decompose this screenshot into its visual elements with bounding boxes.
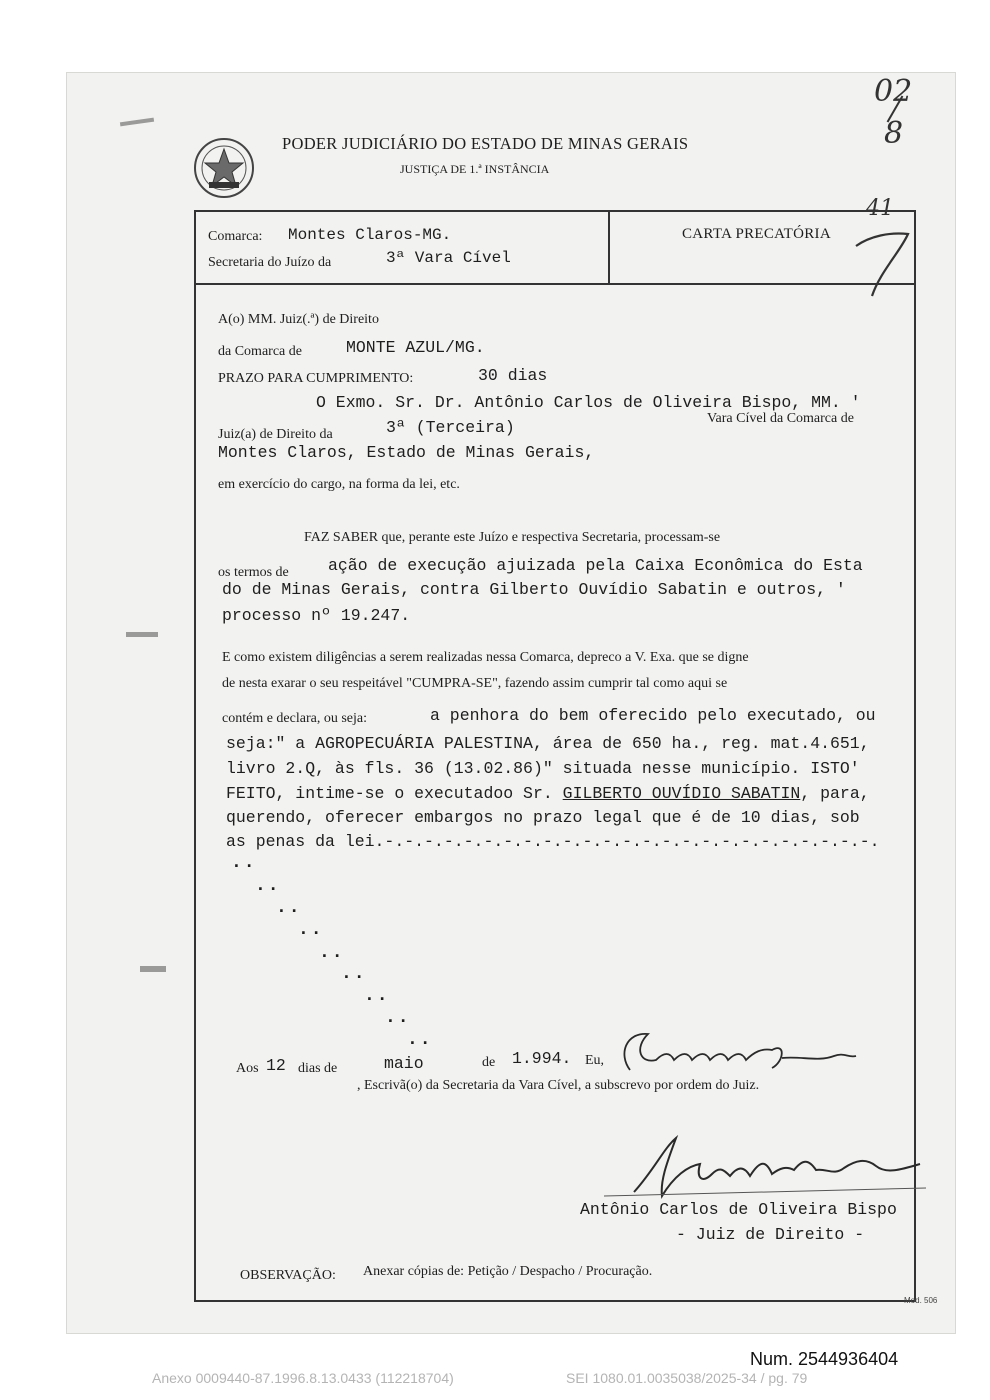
typed-line-4: seja:" a AGROPECUÁRIA PALESTINA, área de 650 ha., reg. mat.4.651, xyxy=(226,734,870,753)
page-number-bottom: 8 xyxy=(884,116,904,151)
closing-eu: Eu, xyxy=(585,1053,605,1068)
diligencias-line-1: E como existem diligências a serem realizadas nessa Comarca, depreco a V. Exa. que se digne xyxy=(222,650,749,665)
diligencias-line-3-value: a penhora do bem oferecido pelo executado, ou xyxy=(430,706,876,725)
faz-saber-line: FAZ SABER que, perante este Juízo e respectiva Secretaria, processam-se xyxy=(304,530,721,545)
addressee-line: A(o) MM. Juiz(.ª) de Direito xyxy=(218,312,379,327)
anexo-reference: Anexo 0009440-87.1996.8.13.0433 (112218704) xyxy=(152,1370,454,1386)
judge-signature xyxy=(604,1130,934,1210)
header-divider xyxy=(194,283,916,285)
typed-line-6-pre: FEITO, intime-se o executadoo Sr. xyxy=(226,784,553,803)
document-number: Num. 2544936404 xyxy=(750,1349,899,1369)
comarca-destino-value: MONTE AZUL/MG. xyxy=(346,338,485,357)
closing-de: de xyxy=(482,1055,496,1070)
comarca-label: Comarca: xyxy=(208,229,263,244)
document-type: CARTA PRECATÓRIA xyxy=(682,226,831,242)
dot-trail: .. xyxy=(319,943,345,963)
secretaria-label: Secretaria do Juízo da xyxy=(208,255,332,270)
typed-line-6-post: , para, xyxy=(800,784,870,803)
handwritten-page-number xyxy=(874,74,913,109)
staple-mark xyxy=(126,632,158,637)
page-number-top: 02 xyxy=(874,74,913,109)
closing-month: maio xyxy=(384,1054,424,1073)
closing-aos: Aos xyxy=(236,1061,259,1076)
judge-name: Antônio Carlos de Oliveira Bispo xyxy=(580,1200,897,1219)
prazo-label: PRAZO PARA CUMPRIMENTO: xyxy=(218,371,414,386)
comarca-destino-label: da Comarca de xyxy=(218,344,302,359)
juiz-value: 3ª (Terceira) xyxy=(386,418,515,437)
form-code: Mod. 506 xyxy=(904,1296,938,1305)
clerk-signature xyxy=(612,1022,862,1084)
diligencias-line-2: de nesta exarar o seu respeitável "CUMPRA-SE", fazendo assim cumprir tal como aqui se xyxy=(222,676,728,691)
dot-trail: .. xyxy=(298,920,324,940)
vara-label: Vara Cível da Comarca de xyxy=(707,411,854,426)
typed-line-5: livro 2.Q, às fls. 36 (13.02.86)" situada nesse município. ISTO' xyxy=(226,759,860,778)
juiz-label: Juiz(a) de Direito da xyxy=(218,427,333,442)
handwritten-number: 41 xyxy=(866,196,894,221)
sei-reference: SEI 1080.01.0035038/2025-34 / pg. 79 xyxy=(566,1370,808,1386)
dot-trail: .. xyxy=(385,1008,411,1028)
staple-mark xyxy=(140,966,166,972)
judge-line: O Exmo. Sr. Dr. Antônio Carlos de Oliveira Bispo, MM. ' xyxy=(316,393,861,412)
observacao-text: Anexar cópias de: Petição / Despacho / Procuração. xyxy=(363,1264,653,1279)
comarca-value: Montes Claros-MG. xyxy=(288,226,452,244)
dot-trail: .. xyxy=(255,876,281,896)
prazo-value: 30 dias xyxy=(478,366,548,385)
judge-role: - Juiz de Direito - xyxy=(676,1225,865,1244)
typed-line-6 xyxy=(226,784,870,803)
secretaria-value: 3ª Vara Cível xyxy=(386,249,511,267)
closing-day: 12 xyxy=(266,1056,286,1075)
processo-number: processo nº 19.247. xyxy=(222,606,411,625)
exercicio-line: em exercício do cargo, na forma da lei, etc. xyxy=(218,477,460,492)
diligencias-line-3-label: contém e declara, ou seja: xyxy=(222,711,367,726)
court-subtitle: JUSTIÇA DE 1.ª INSTÂNCIA xyxy=(400,162,550,176)
typed-line-8: as penas da lei.-.-.-.-.-.-.-.-.-.-.-.-.-.-.-.-.-.-.-.-.-.-.-.-.-. xyxy=(226,832,880,851)
escriva-line: , Escrivã(o) da Secretaria da Vara Cível, a subscrevo por ordem do Juiz. xyxy=(357,1078,760,1093)
header-column-divider xyxy=(608,210,610,283)
court-title: PODER JUDICIÁRIO DO ESTADO DE MINAS GERAIS xyxy=(282,134,689,153)
dot-trail: .. xyxy=(407,1030,433,1050)
dot-trail: .. xyxy=(231,853,257,873)
faz-saber-terms-label: os termos de xyxy=(218,565,289,580)
closing-year: 1.994. xyxy=(512,1049,572,1068)
coat-of-arms-seal xyxy=(193,137,255,199)
faz-saber-line-3: do de Minas Gerais, contra Gilberto Ouvídio Sabatin e outros, ' xyxy=(222,580,846,599)
dot-trail: .. xyxy=(364,986,390,1006)
typed-line-7: querendo, oferecer embargos no prazo legal que é de 10 dias, sob xyxy=(226,808,860,827)
closing-dias-de: dias de xyxy=(298,1061,338,1076)
faz-saber-terms-value: ação de execução ajuizada pela Caixa Econômica do Esta xyxy=(328,556,863,575)
handwritten-mark xyxy=(850,222,914,302)
dot-trail: .. xyxy=(341,964,367,984)
executado-name: GILBERTO OUVÍDIO SABATIN xyxy=(562,784,801,803)
comarca-line: Montes Claros, Estado de Minas Gerais, xyxy=(218,443,595,462)
dot-trail: .. xyxy=(276,898,302,918)
observacao-label: OBSERVAÇÃO: xyxy=(240,1268,336,1283)
